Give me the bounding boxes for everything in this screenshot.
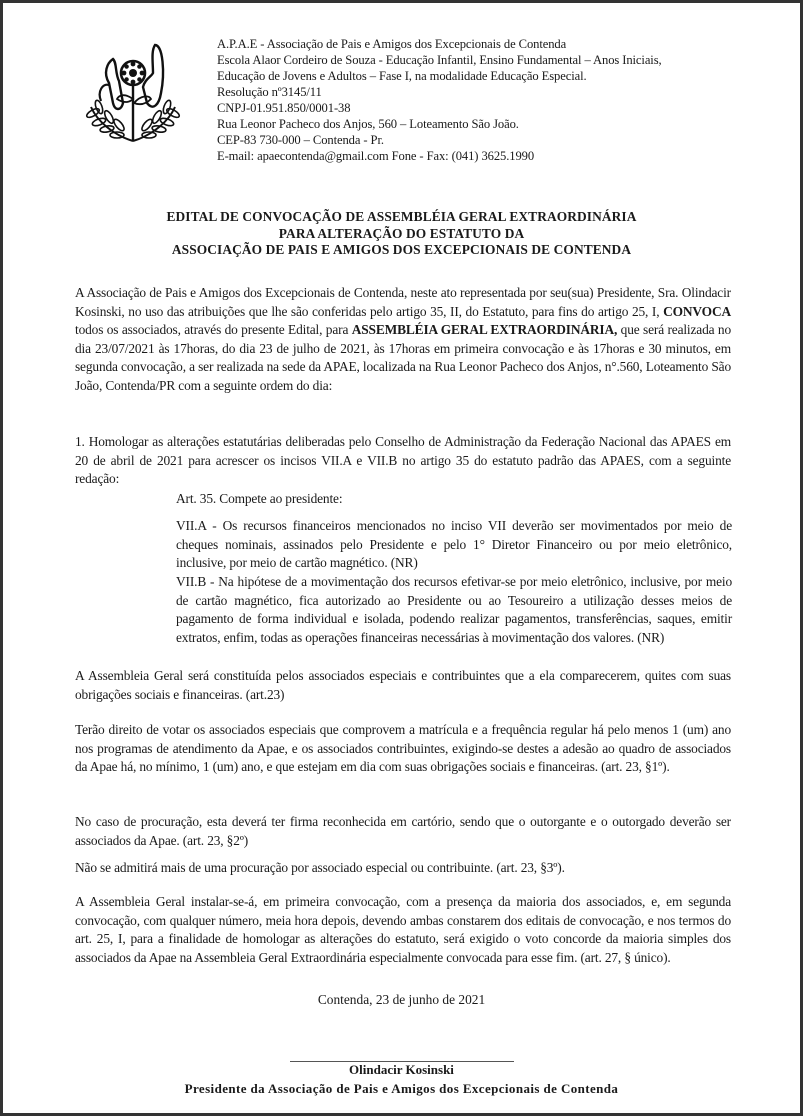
agenda-item-1: 1. Homologar as alterações estatutárias deliberadas pelo Conselho de Administração da Federação Nacional das APAES em 20 de abril de 2021 para acrescer os incisos VII.A e VII.B no artigo 35 do estatuto padrão das APAES, com a seguinte redação: — [75, 434, 731, 487]
intro-text-3: que será realizada no dia 23/07/2021 às 17horas, do dia 23 de julho de 2021, às 17horas em primeira convocação e às 17horas e 30 minutos, em segunda convocação, a ser realizada na sede da APAE, localizada na Rua Leonor Pacheco dos Anjos, n°.560, Loteamento São João, Contenda/PR com a seguinte ordem do dia: — [75, 322, 731, 393]
letterhead-cep: CEP-83 730-000 – Contenda - Pr. — [217, 133, 384, 147]
paragraph-proxy: No caso de procuração, esta deverá ter firma reconhecida em cartório, sendo que o outorgante e o outorgado deverão ser associados da Apae. (art. 23, §2º) — [75, 814, 731, 848]
place-date: Contenda, 23 de junho de 2021 — [317, 992, 486, 1007]
title-line-1: EDITAL DE CONVOCAÇÃO DE ASSEMBLÉIA GERAL EXTRAORDINÁRIA — [166, 209, 637, 224]
article-item-viib: VII.B - Na hipótese de a movimentação dos recursos efetivar-se por meio eletrônico, inclusive, por meio de cartão magnético, fica autorizado ao Presidente ou ao Tesoureiro a utilização desses meios de pagamento de forma individual e isolada, podendo realizar pagamentos, transferências, saques, emitir extratos, enfim, todas as operações financeiras necessárias à movimentação dos valores. (NR) — [176, 574, 732, 645]
letterhead-address: Rua Leonor Pacheco dos Anjos, 560 – Loteamento São João. — [217, 117, 519, 131]
letterhead-modality: Educação de Jovens e Adultos – Fase I, na modalidade Educação Especial. — [217, 69, 587, 83]
letterhead-resolution: Resolução nº3145/11 — [217, 85, 322, 99]
letterhead-org-name: A.P.A.E - Associação de Pais e Amigos dos Excepcionais de Contenda — [217, 37, 567, 51]
intro-text-2: todos os associados, através do presente Edital, para — [75, 322, 352, 338]
intro-assembly-type: ASSEMBLÉIA GERAL EXTRAORDINÁRIA, — [351, 322, 618, 338]
intro-convoca: CONVOCA — [663, 303, 731, 319]
letterhead-cnpj: CNPJ-01.951.850/0001-38 — [217, 101, 351, 115]
intro-text-1: A Associação de Pais e Amigos dos Excepcionais de Contenda, neste ato representada por seu(sua) Presidente, Sra. Olindacir Kosinski, no uso das atribuições que lhe são conferidas pelo artigo 35, II, do Estatuto, para fins do artigo 25, I, — [75, 285, 731, 319]
letterhead — [217, 36, 662, 164]
apae-logo-icon — [79, 33, 187, 151]
letterhead-contact: E-mail: apaecontenda@gmail.com Fone - Fax: (041) 3625.1990 — [217, 149, 535, 163]
letterhead-school: Escola Alaor Cordeiro de Souza - Educação Infantil, Ensino Fundamental – Anos Iniciais, — [217, 53, 662, 67]
signatory-name: Olindacir Kosinski — [349, 1062, 454, 1077]
title-line-3: ASSOCIAÇÃO DE PAIS E AMIGOS DOS EXCEPCIONAIS DE CONTENDA — [171, 242, 632, 257]
title-line-2: PARA ALTERAÇÃO DO ESTATUTO DA — [278, 225, 525, 241]
article-heading: Art. 35. Compete ao presidente: — [176, 491, 343, 506]
paragraph-constitution: A Assembleia Geral será constituída pelos associados especiais e contribuintes que a ela comparecerem, quites com suas obrigações sociais e financeiras. (art.23) — [75, 668, 731, 702]
intro-paragraph — [75, 284, 731, 396]
article-item-viia: VII.A - Os recursos financeiros mencionados no inciso VII deverão ser movimentados por meio de cheques nominais, assinados pelo Presidente e pelo 1° Diretor Financeiro ou por meio eletrônico, inclusive, por meio de cartão magnético. (NR) — [176, 518, 732, 571]
signatory-role: Presidente da Associação de Pais e Amigos dos Excepcionais de Contenda — [184, 1081, 619, 1096]
document-title — [3, 209, 800, 259]
paragraph-voting-rights: Terão direito de votar os associados especiais que comprovem a matrícula e a frequência regular há pelo menos 1 (um) ano nos programas de atendimento da Apae, e os associados contribuintes, exigindo-se destes a adesão ao quadro de associados da Apae há, no mínimo, 1 (um) ano, e que estejam em dia com suas obrigações sociais e financeiras. (art. 23, §1º). — [75, 722, 731, 775]
paragraph-installation: A Assembleia Geral instalar-se-á, em primeira convocação, com a presença da maioria dos associados, e, em segunda convocação, com qualquer número, meia hora depois, devendo ambas constarem dos editais de convocação, e nos termos do art. 25, I, para a finalidade de homologar as alterações do estatuto, será exigido o voto concorde da maioria simples dos associados da Apae na Assembleia Geral Extraordinária especialmente convocada para esse fim. (art. 27, § único). — [75, 894, 731, 965]
paragraph-proxy-limit: Não se admitirá mais de uma procuração por associado especial ou contribuinte. (art. 23, §3º). — [75, 860, 565, 875]
